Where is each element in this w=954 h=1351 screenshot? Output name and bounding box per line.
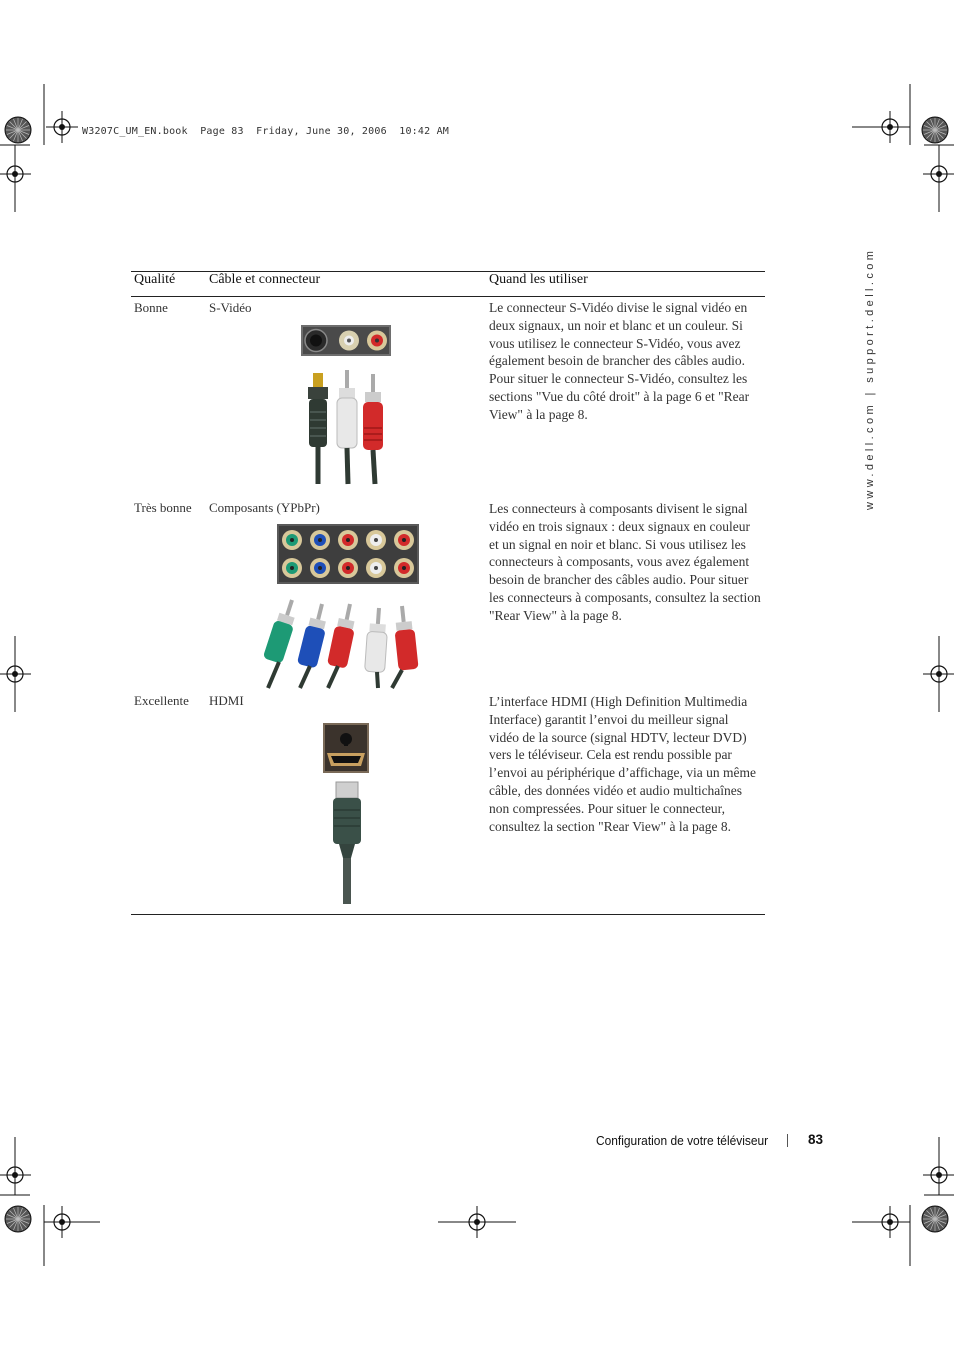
s-video-jack-panel-icon xyxy=(301,325,391,356)
component-cable-icon xyxy=(262,600,422,690)
side-url-text: www.dell.com | support.dell.com xyxy=(864,247,876,510)
hdmi-cable-icon xyxy=(329,782,369,904)
print-job-info: W3207C_UM_EN.book Page 83 Friday, June 30, 2006 10:42 AM xyxy=(82,126,450,137)
row-svideo-cable: S-Vidéo xyxy=(209,300,252,315)
hdmi-port-icon xyxy=(323,723,369,773)
table-header-rule xyxy=(131,296,765,297)
row-svideo-description: Le connecteur S-Vidéo divise le signal vidéo en deux signaux, un noir et blanc et un couleur. Si vous utilisez le connecteur S-Vidéo, vous avez également besoin de brancher des câbles audio. Pour situer le connecteur S-Vidéo, consultez les sections "Vue du côté droit" à la page 6 et "Rear View" à la page 8. xyxy=(489,300,750,422)
column-header-quality: Qualité xyxy=(134,272,176,287)
row-hdmi-description: L’interface HDMI (High Definition Multimedia Interface) garantit l’envoi du meilleur signal vidéo de la source (signal HDTV, lecteur DVD) vers le téléviseur. Cela est rendu possible par l’envoi au périphérique d’affichage, via un même câble, des données vidéo et audio multichaînes non compressées. Pour situer le connecteur, consultez la section "Rear View" à la page 8. xyxy=(489,694,757,834)
footer-section-title: Configuration de votre téléviseur xyxy=(595,1133,768,1148)
row-component-cable: Composants (YPbPr) xyxy=(209,500,320,515)
column-header-when: Quand les utiliser xyxy=(489,272,588,287)
column-header-cable: Câble et connecteur xyxy=(209,272,321,287)
page-number: 83 xyxy=(808,1132,824,1147)
row-hdmi-cable: HDMI xyxy=(209,693,244,708)
row-svideo-quality: Bonne xyxy=(134,300,168,315)
table-bottom-rule xyxy=(131,914,765,915)
footer-separator xyxy=(787,1134,788,1147)
s-video-cable-icon xyxy=(301,370,391,485)
row-component-description: Les connecteurs à composants divisent le signal vidéo en trois signaux : deux signaux en couleur et un signal en noir et blanc. Si vous utilisez les connecteurs à composants, vous avez également besoin de brancher des câbles audio. Pour situer les connecteurs à composants, consultez la section "Rear View" à la page 8. xyxy=(489,501,761,623)
row-hdmi-quality: Excellente xyxy=(134,693,189,708)
component-jack-panel-icon xyxy=(277,524,419,584)
row-component-quality: Très bonne xyxy=(134,500,192,515)
